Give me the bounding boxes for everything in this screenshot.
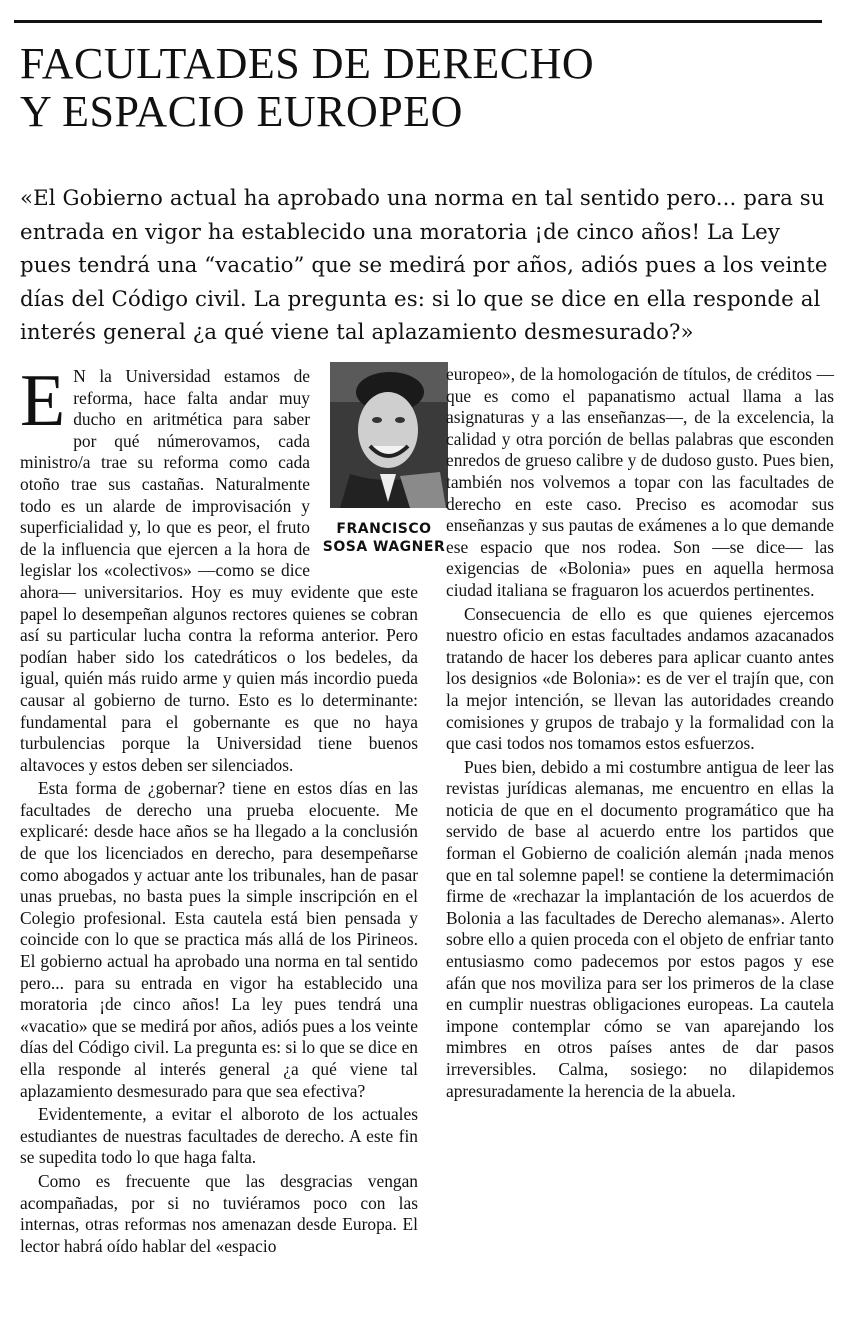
article-paragraph-2: Esta forma de ¿gobernar? tiene en estos días en las facultades de derecho una prueba elocuente. Me explicaré: desde hace años se ha llegado a la conclusión de que los licenciados en derecho, para desempeñarse como abogados y actuar ante los tribunales, han de pasar unas pruebas, no basta pues la simple inscripción en el Colegio profesional. Esta cautela está bien pensada y coincide con lo que se practica más allá de los Pirineos. El gobierno actual ha aprobado una norma en tal sentido pero... para su entrada en vigor ha establecido una moratoria ¡de cinco años! La ley pues tendrá una «vacatio» que se medirá por años, adiós pues a los veinte días del Código civil. La pregunta es: si lo que se dice en ella responde al interés general ¿a qué viene tal aplazamiento desmesurado para que sea efectiva? <box>20 778 418 1101</box>
article-paragraph-1-text: N la Universidad estamos de reforma, hace falta andar muy ducho en aritmética para saber por qué númerovamos, cada ministro/a trae su reforma como cada otoño trae sus castañas. Naturalmente todo es un alarde de improvisación y superficialidad y, lo que es peor, el fruto de la influencia que ejercen a la hora de legislar los «colectivos» —como se dice ahora— universitarios. Hoy es muy evidente que este papel lo desempeñan algunos rectores quienes se cobran así su particular lucha contra la reforma anterior. Pero podían haber sido los catedráticos o los bedeles, da igual, quién más ruido arme y quien más incordio pueda causar al gobierno de turno. Esto es lo determinante: fundamental para el gobernante es que no haya turbulencias porque la Universidad tiene buenos altavoces y estos deben ser silenciados. <box>20 366 418 775</box>
headline-line-1: FACULTADES DE DERECHO <box>20 39 595 88</box>
pull-quote: «El Gobierno actual ha aprobado una norma en tal sentido pero... para su entrada en vigor ha establecido una moratoria ¡de cinco años! La Ley pues tendrá una “vacatio” que se medirá por años, adiós pues a los veinte días del Código civil. La pregunta es: si lo que se dice en ella responde al interés general ¿a qué viene tal aplazamiento desmesurado?» <box>20 186 828 345</box>
article-paragraph-7: Pues bien, debido a mi costumbre antigua de leer las revistas jurídicas alemanas, me encuentro en ellas la noticia de que en el documento programático que ha servido de base al acuerdo entre los partidos que forman el Gobierno de coalición alemán ¡nada menos que en tal solemne papel! se contiene la determimación firme de «rechazar la implantación de los acuerdos de Bolonia a las facultades de Derecho alemanas». Alerto sobre ello a quien proceda con el objeto de enfriar tanto entusiasmo como padecemos por estos pagos y ese afán que nos moviliza para ser los primeros de la clase en cumplir nuestras obligaciones europeas. La cautela impone contemplar cómo se van aparejando los mimbres en otros países antes de dar pasos irreversibles. Calma, sosiego: no dilapidemos apresuradamente la herencia de la abuela. <box>446 756 834 1101</box>
author-name <box>320 520 448 556</box>
author-last-name: SOSA WAGNER <box>322 538 446 555</box>
drop-cap: E <box>20 360 66 442</box>
headline <box>20 40 820 136</box>
top-rule <box>14 20 822 23</box>
author-first-name: FRANCISCO <box>336 520 432 537</box>
author-photo <box>330 362 448 508</box>
article-column-right <box>446 364 834 1102</box>
article-paragraph-4: Como es frecuente que las desgracias vengan acompañadas, por si no tuviéramos poco con las internas, otras reformas nos amenazan desde Europa. El lector habrá oído hablar del «espacio <box>20 1170 418 1256</box>
article-paragraph-5: europeo», de la homologación de títulos, de créditos —que es como el papanatismo actual llama a las asignaturas y a las enseñanzas—, de la excelencia, la calidad y otra porción de bellas palabras que esconden enredos de grueso calibre y de dudoso gusto. Pues bien, también nos volvemos a topar con las facultades de derecho en este caso. Preciso es acomodar sus enseñanzas y sus pautas de exámenes a lo que demande ese espacio que nos rodea. Son —se dice— las exigencias de «Bolonia» pues en aquella hermosa ciudad italiana se fraguaron los acuerdos pertinentes. <box>446 364 834 600</box>
author-box <box>320 362 448 556</box>
headline-line-2: Y ESPACIO EUROPEO <box>20 87 463 136</box>
article-column-left <box>20 360 446 1257</box>
article-paragraph-3: Evidentemente, a evitar el alboroto de los actuales estudiantes de nuestras facultades de derecho. A este fin se supedita todo lo que haga falta. <box>20 1104 418 1168</box>
article-paragraph-6: Consecuencia de ello es que quienes ejercemos nuestro oficio en estas facultades andamos azacanados tratando de hacer los deberes para aplicar cuanto antes los designios «de Bolonia»: es de ver el trajín que, con la mejor intención, se llevan las autoridades creando comisiones y grupos de trabajo y la formalidad con la que casi todos nos tomamos estos esfuerzos. <box>446 603 834 754</box>
